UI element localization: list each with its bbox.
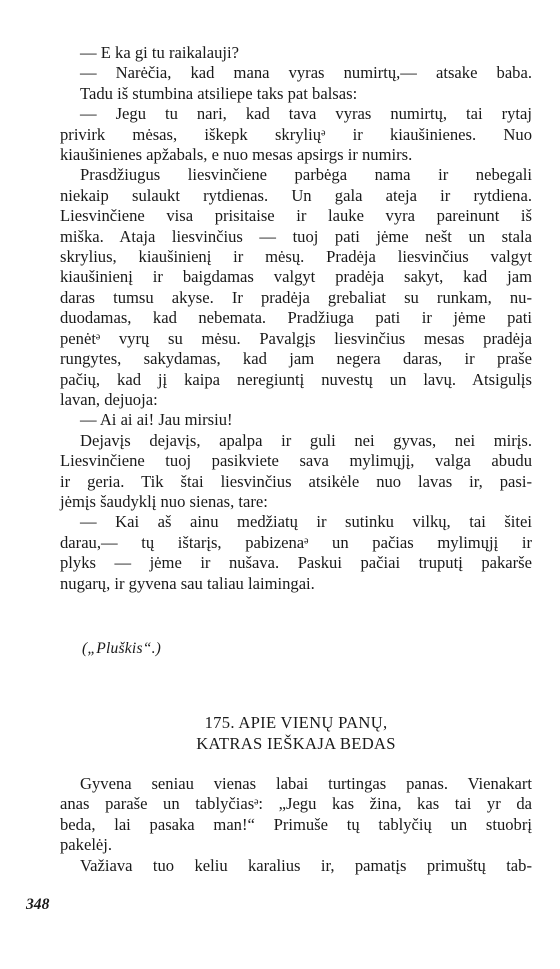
story-beginning-text (60, 774, 532, 876)
text-line: Liesvinčiene tuoj pasikviete sava mylimųjį, valga abudu (60, 451, 532, 471)
text-line: Važiava tuo keliu karalius ir, pamatįs primuštų tab- (80, 855, 532, 875)
text-line: kiaušinienes apžabals, e nuo mesas apsirgs ir numirs. (60, 145, 413, 165)
text-line: — Narėčia, kad mana vyras numirtų,— atsake baba. (80, 63, 532, 83)
text-line: — Kai aš ainu medžiatų ir sutinku vilkų, tai šitei (80, 512, 532, 532)
text-line: darau,— tų ištarįs, pabizenaᵊ un pačias mylimųjį ir (60, 532, 532, 552)
text-line: beda, lai pasaka man!“ Primuše tų tablyčių un stuobrį (60, 814, 532, 834)
story-ending-text (60, 43, 532, 594)
text-line: Liesvinčiene visa prisitaise ir lauke vyra pareinunt iš (60, 206, 532, 226)
text-line: jėmįs šaudyklį nuo sienas, tare: (60, 491, 268, 511)
text-line: ir geria. Tik štai liesvinčius atsikėle nuo lavas ir, pasi- (60, 471, 532, 491)
text-line: daras tumsu akyse. Ir pradėja grebaliat su runkam, nu- (60, 287, 532, 307)
text-line: pakelėj. (60, 835, 113, 855)
text-line: — Ai ai ai! Jau mirsiu! (80, 410, 233, 430)
source-note: („Pluškis“.) (82, 640, 162, 657)
text-line: duodamas, kad nebemata. Pradžiuga pati ir jėme pati (60, 308, 532, 328)
text-line: anas paraše un tablyčiasᵊ: „Jegu kas žina, kas tai yr da (60, 794, 532, 814)
chapter-heading (60, 712, 532, 754)
text-line: nugarų, ir gyvena sau taliau laimingai. (60, 573, 315, 593)
text-line: Tadu iš stumbina atsiliepe taks pat balsas: (80, 83, 358, 103)
text-line: — Jegu tu nari, kad tava vyras numirtų, tai rytaj (80, 104, 532, 124)
text-line: miška. Ataja liesvinčius — tuoj pati jėme nešt un stala (60, 226, 532, 246)
heading-line: 175. APIE VIENŲ PANŲ, (204, 713, 388, 732)
text-line: Gyvena seniau vienas labai turtingas panas. Vienakart (80, 774, 532, 793)
text-line: niekaip sulaukt rytdienas. Un gala ateja ir rytdiena. (60, 185, 532, 205)
text-line: kiaušinienį ir baigdamas valgyt pradėja sakyt, kad jam (60, 267, 532, 287)
text-line: privirk mėsas, iškepk skryliųᵊ ir kiaušinienes. Nuo (60, 124, 532, 144)
text-line: — E ka gi tu raikalauji? (80, 43, 239, 62)
text-line: skrylius, kiaušinienį ir mėsų. Pradėja liesvinčius valgyt (60, 247, 532, 267)
text-line: plyks — jėme ir nušava. Paskui pačiai truputį pakarše (60, 553, 532, 573)
text-line: rungytes, sakydamas, kad jam negera daras, ir praše (60, 349, 532, 369)
text-line: penėtᵊ vyrų su mėsu. Pavalgįs liesvinčius mesas pradėja (60, 328, 532, 348)
text-line: pačių, kad jį kaipa neregiuntį nuvestų un lavų. Atsigulįs (60, 369, 532, 389)
heading-line: KATRAS IEŠKAJA BEDAS (196, 734, 396, 753)
text-line: Prasdžiugus liesvinčiene parbėga nama ir nebegali (80, 165, 532, 185)
text-line: lavan, dejuoja: (60, 389, 158, 409)
text-line: Dejavįs dejavįs, apalpa ir guli nei gyvas, nei mirįs. (80, 430, 532, 450)
page-number: 348 (26, 896, 50, 913)
